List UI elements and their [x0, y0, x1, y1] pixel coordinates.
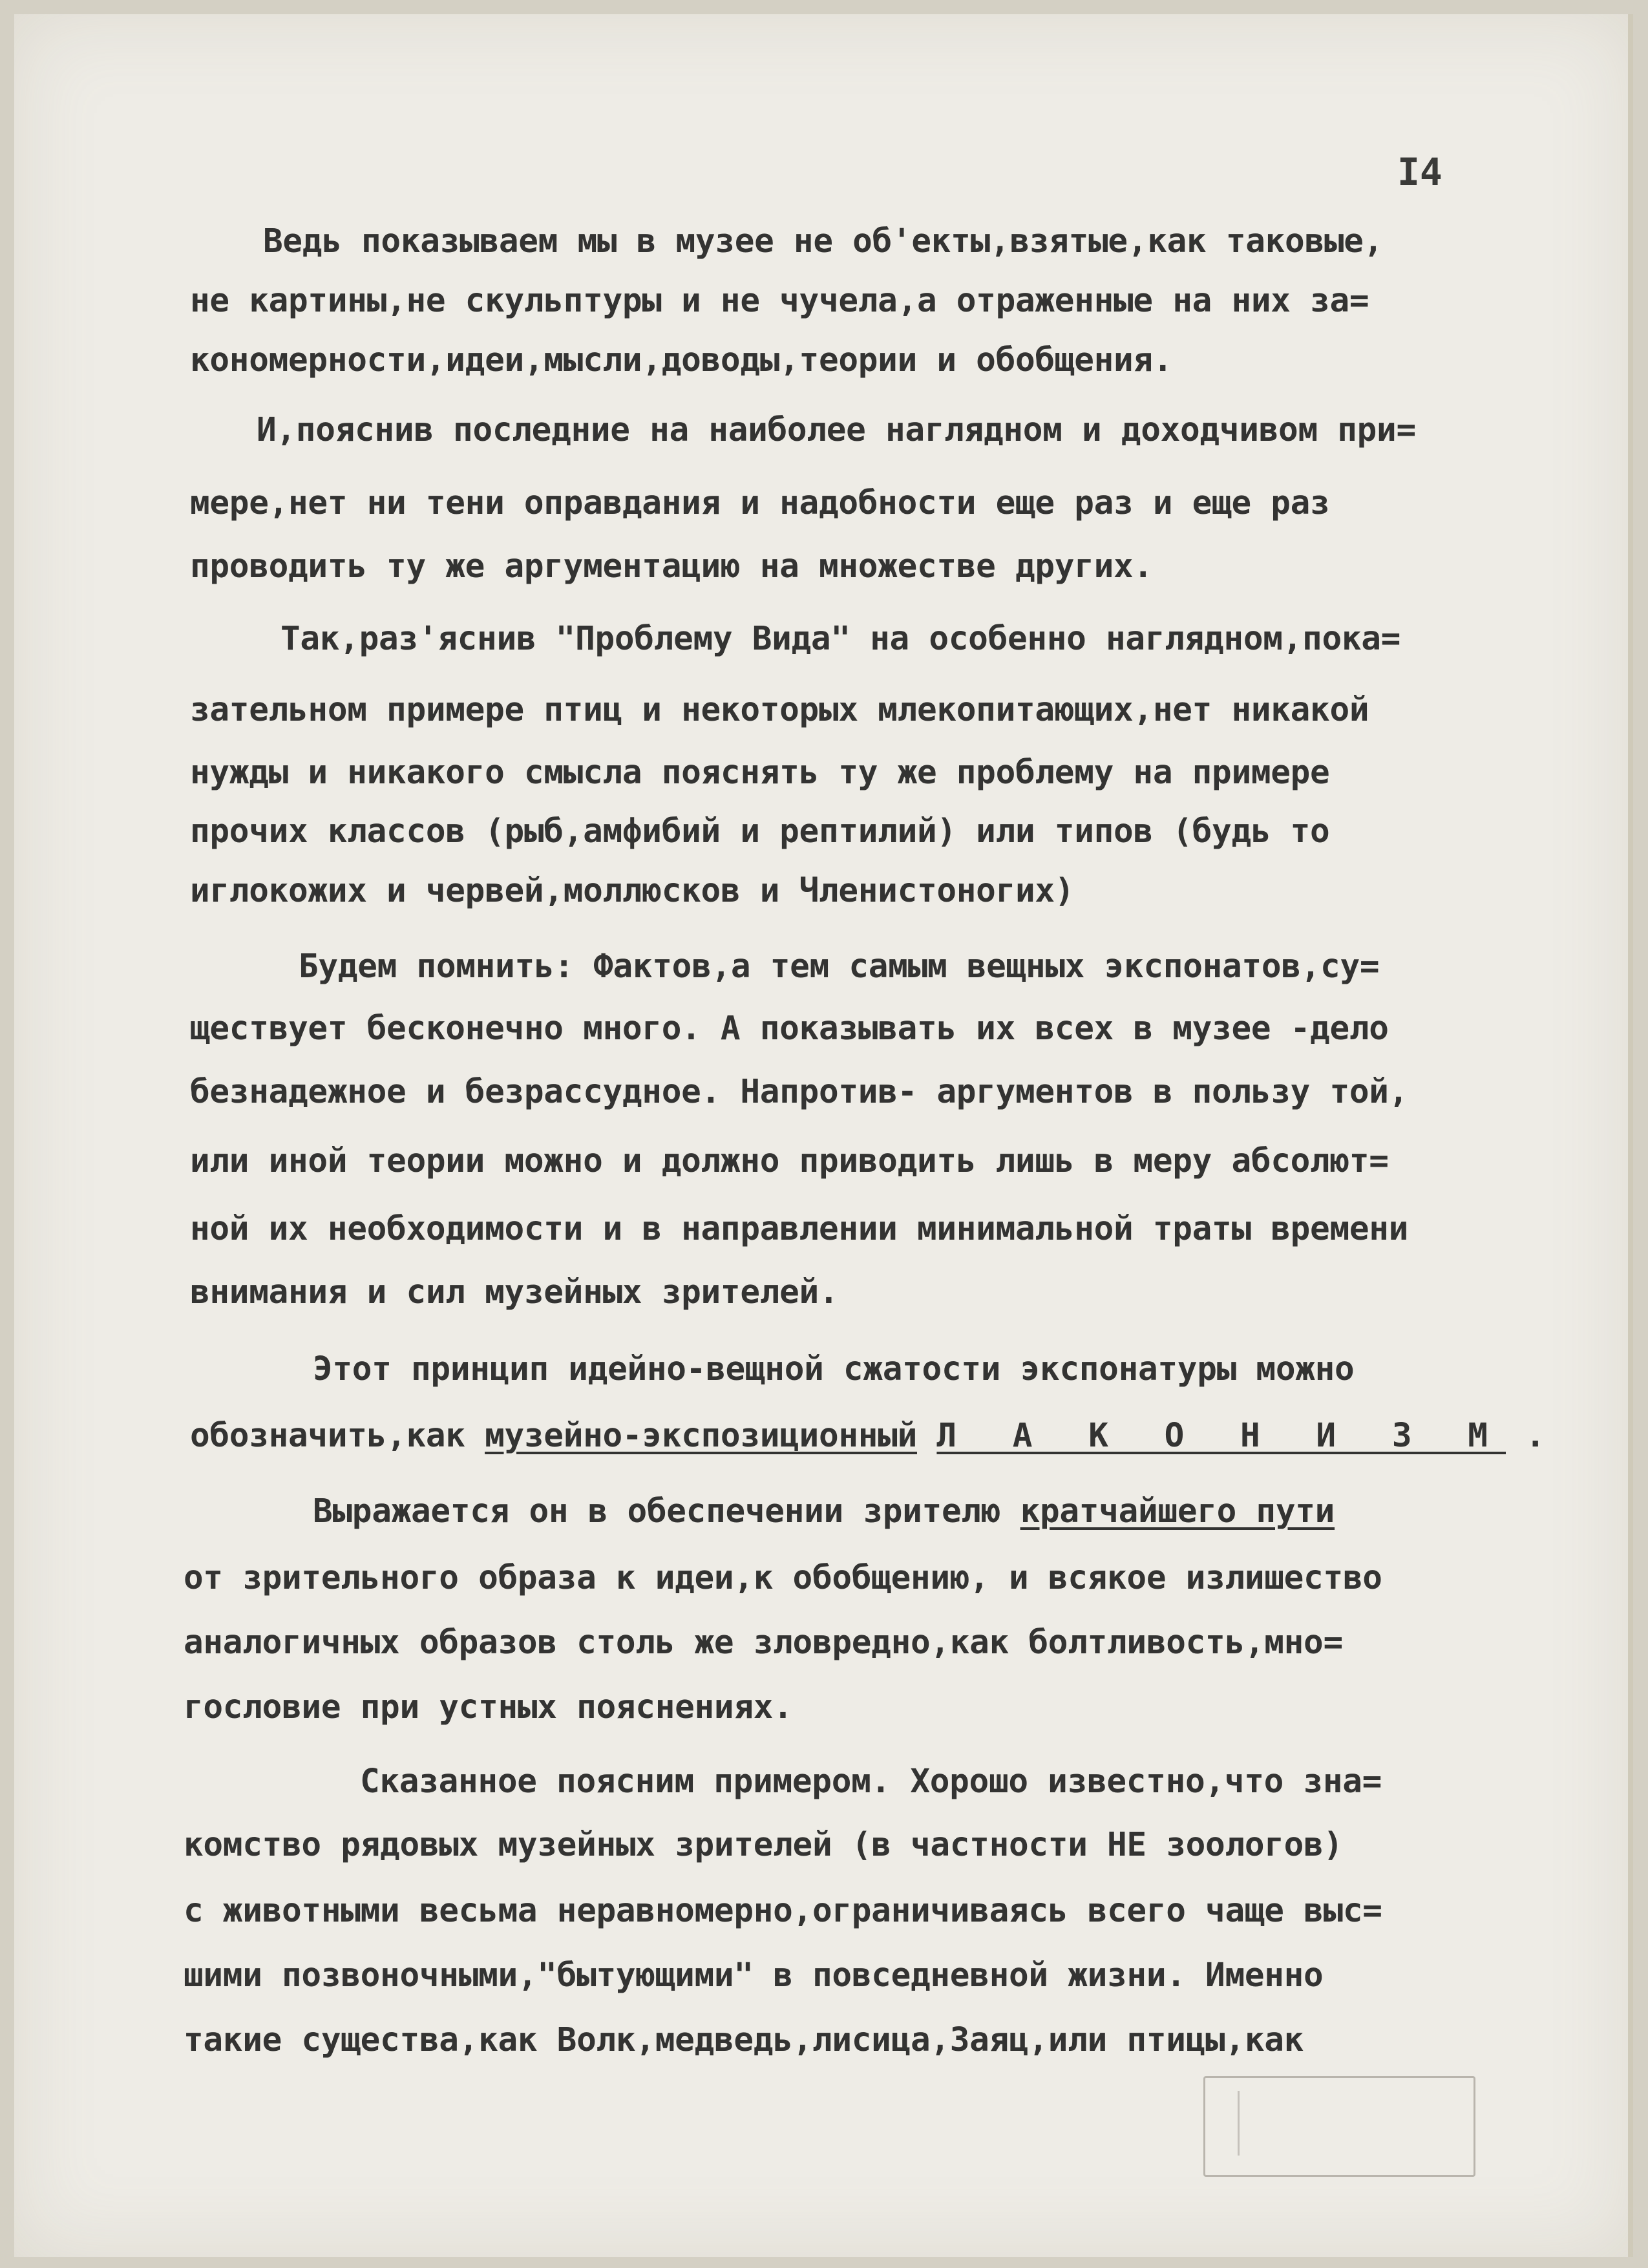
text-line: Будем помнить: Фактов,а тем самым вещных экспонатов,су= — [299, 948, 1380, 986]
text-line: гословие при устных пояснениях. — [184, 1688, 793, 1726]
text-line: ществует бесконечно много. А показывать их всех в музее -дело — [190, 1010, 1389, 1048]
text-line: от зрительного образа к идеи,к обобщению, и всякое излишество — [184, 1559, 1382, 1597]
text-line: такие существа,как Волк,медведь,лисица,Заяц,или птицы,как — [184, 2021, 1304, 2059]
text-line: нужды и никакого смысла пояснять ту же проблему на примере — [190, 754, 1330, 792]
spaced-term: Л А К О Н И З М — [936, 1417, 1506, 1455]
text-line: зательном примере птиц и некоторых млекопитающих,нет никакой — [190, 691, 1369, 729]
text-line-laconism — [190, 1417, 1545, 1456]
text-line: с животными весьма неравномерно,ограничиваясь всего чаще выс= — [184, 1892, 1382, 1930]
underlined-term: кратчайшего пути — [1020, 1492, 1335, 1531]
text-line: комство рядовых музейных зрителей (в частности НЕ зоологов) — [184, 1826, 1343, 1864]
text-line-shortest-path — [313, 1492, 1335, 1531]
text-line: ной их необходимости и в направлении минимальной траты времени — [190, 1210, 1409, 1248]
archive-stamp — [1203, 2076, 1475, 2177]
text-line: или иной теории можно и должно приводить лишь в меру абсолют= — [190, 1142, 1389, 1180]
text-line: внимания и сил музейных зрителей. — [190, 1273, 839, 1311]
text-line: шими позвоночными,"бытующими" в повседневной жизни. Именно — [184, 1956, 1324, 1995]
line-prefix: Выражается он в обеспечении зрителю — [313, 1492, 1020, 1531]
page-number: I4 — [1397, 150, 1442, 194]
line-suffix: . — [1505, 1417, 1545, 1455]
text-line: Так,раз'яснив "Проблему Вида" на особенно наглядном,пока= — [280, 620, 1401, 658]
text-line: Этот принцип идейно-вещной сжатости экспонатуры можно — [313, 1350, 1355, 1388]
underlined-term: музейно-экспозиционный — [485, 1417, 917, 1455]
text-line: кономерности,идеи,мысли,доводы,теории и обобщения. — [190, 341, 1173, 379]
document-page — [14, 14, 1633, 2257]
text-line: безнадежное и безрассудное. Напротив- аргументов в пользу той, — [190, 1073, 1409, 1111]
text-line: не картины,не скульптуры и не чучела,а отраженные на них за= — [190, 282, 1369, 320]
text-line: проводить ту же аргументацию на множестве других. — [190, 547, 1153, 586]
text-line: иглокожих и червей,моллюсков и Членистоногих) — [190, 872, 1075, 910]
text-line: И,пояснив последние на наиболее наглядном и доходчивом при= — [257, 411, 1416, 449]
text-line: Ведь показываем мы в музее не об'екты,взятые,как таковые, — [263, 222, 1384, 260]
text-line: прочих классов (рыб,амфибий и рептилий) или типов (будь то — [190, 812, 1330, 851]
text-line: аналогичных образов столь же зловредно,как болтливость,мно= — [184, 1624, 1343, 1662]
text-line: мере,нет ни тени оправдания и надобности еще раз и еще раз — [190, 484, 1330, 522]
text-line: Сказанное поясним примером. Хорошо известно,что зна= — [360, 1763, 1382, 1801]
line-prefix: обозначить,как — [190, 1417, 485, 1455]
